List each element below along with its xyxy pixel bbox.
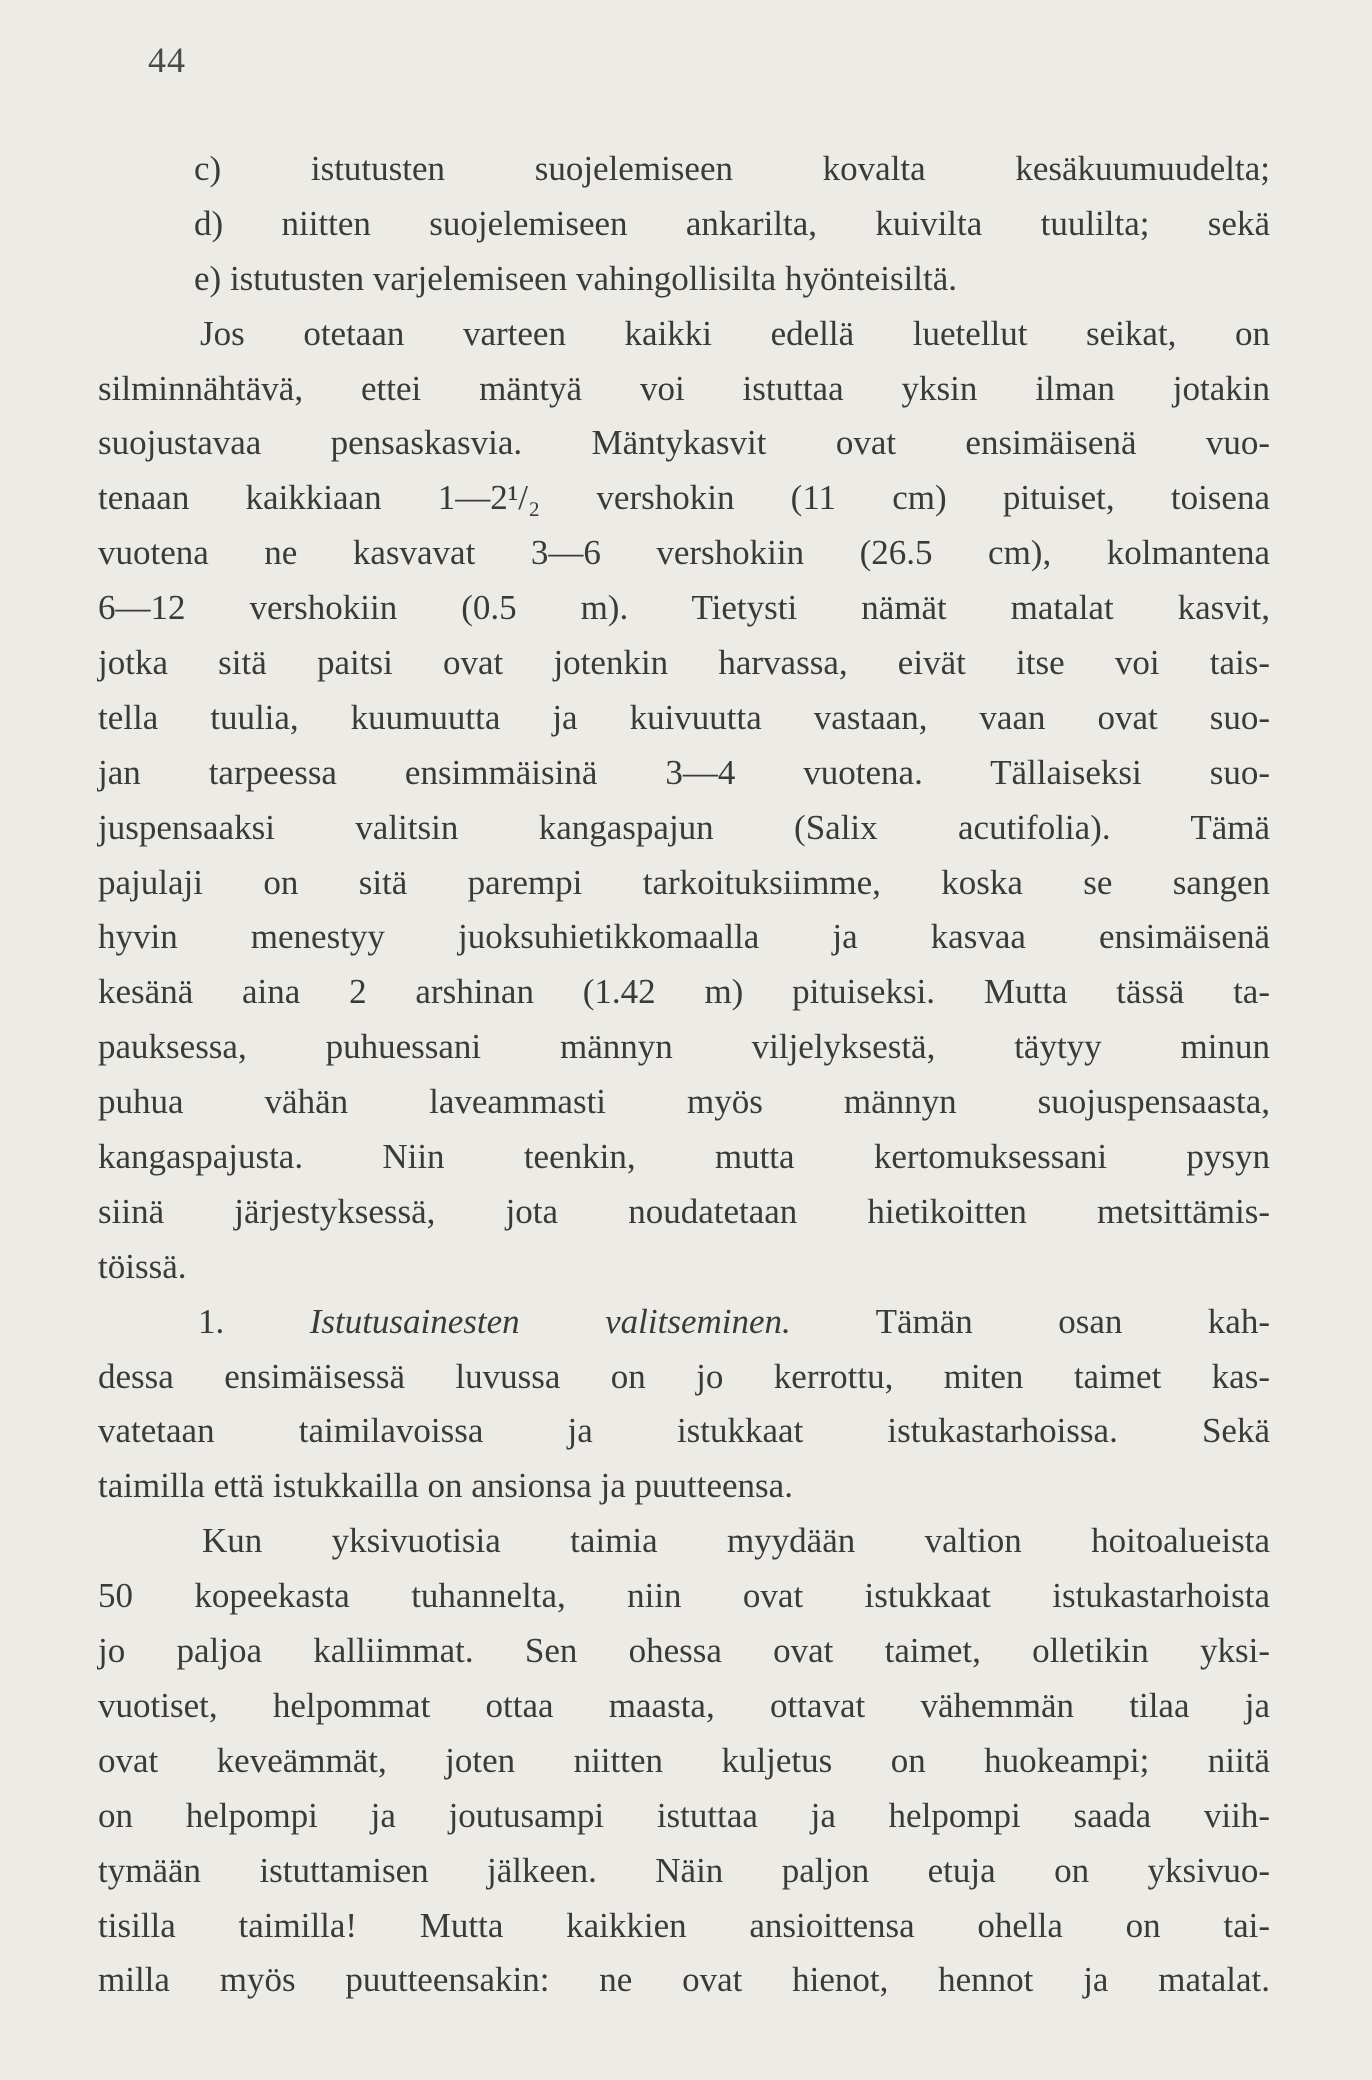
text-line: Jos otetaan varteen kaikki edellä luetellut seikat, on (200, 313, 1270, 353)
body-text (98, 142, 1270, 2008)
text-line: tisilla taimilla! Mutta kaikkien ansioittensa ohella on tai- (98, 1905, 1270, 1945)
text-line: kesänä aina 2 arshinan (1.42 m) pituiseksi. Mutta tässä ta- (98, 972, 1270, 1012)
text-line: suojustavaa pensaskasvia. Mäntykasvit ovat ensimäisenä vuo- (98, 423, 1270, 463)
text-line: puhua vähän laveammasti myös männyn suojuspensaasta, (98, 1082, 1270, 1122)
text-line: milla myös puutteensakin: ne ovat hienot, hennot ja matalat. (98, 1960, 1270, 2000)
text-line: jo paljoa kalliimmat. Sen ohessa ovat taimet, olletikin yksi- (98, 1631, 1270, 1671)
text-line: töissä. (98, 1246, 187, 1286)
text-line: on helpompi ja joutusampi istuttaa ja helpompi saada viih- (98, 1795, 1270, 1835)
text-line: d) niitten suojelemiseen ankarilta, kuivilta tuulilta; sekä (194, 203, 1270, 243)
text-line: 1. Istutusainesten valitseminen. Tämän osan kah- (198, 1301, 1270, 1341)
text-line: taimilla että istukkailla on ansionsa ja puutteensa. (98, 1466, 793, 1506)
text-line: vuotena ne kasvavat 3—6 vershokiin (26.5 cm), kolmantena (98, 533, 1270, 573)
text-line: 50 kopeekasta tuhannelta, niin ovat istukkaat istukastarhoista (98, 1576, 1270, 1616)
text-line: hyvin menestyy juoksuhietikkomaalla ja kasvaa ensimäisenä (98, 917, 1270, 957)
text-line: jotka sitä paitsi ovat jotenkin harvassa, eivät itse voi tais- (98, 643, 1270, 683)
text-line: kangaspajusta. Niin teenkin, mutta kertomuksessani pysyn (98, 1137, 1270, 1177)
text-line: juspensaaksi valitsin kangaspajun (Salix acutifolia). Tämä (98, 807, 1270, 847)
text-line: jan tarpeessa ensimmäisinä 3—4 vuotena. Tällaiseksi suo- (98, 752, 1270, 792)
text-line: vuotiset, helpommat ottaa maasta, ottavat vähemmän tilaa ja (98, 1685, 1270, 1725)
text-line: c) istutusten suojelemiseen kovalta kesäkuumuudelta; (194, 149, 1270, 188)
text-line: tella tuulia, kuumuutta ja kuivuutta vastaan, vaan ovat suo- (98, 697, 1270, 737)
page-number: 44 (148, 40, 186, 80)
text-line: tenaan kaikkiaan 1—2¹/₂ vershokin (11 cm) pituiset, toisena (98, 478, 1270, 518)
text-line: 6—12 vershokiin (0.5 m). Tietysti nämät matalat kasvit, (98, 588, 1270, 628)
text-line: siinä järjestyksessä, jota noudatetaan hietikoitten metsittämis- (98, 1191, 1270, 1231)
text-line: Kun yksivuotisia taimia myydään valtion hoitoalueista (202, 1521, 1270, 1561)
text-line: tymään istuttamisen jälkeen. Näin paljon etuja on yksivuo- (98, 1850, 1270, 1890)
text-line: silminnähtävä, ettei mäntyä voi istuttaa yksin ilman jotakin (98, 368, 1270, 408)
text-line: ovat keveämmät, joten niitten kuljetus on huokeampi; niitä (98, 1740, 1270, 1780)
text-line: vatetaan taimilavoissa ja istukkaat istukastarhoissa. Sekä (98, 1411, 1270, 1451)
section-heading: Istutusainesten valitseminen. (309, 1301, 791, 1341)
text-line: pauksessa, puhuessani männyn viljelyksestä, täytyy minun (98, 1027, 1270, 1067)
text-line: dessa ensimäisessä luvussa on jo kerrottu, miten taimet kas- (98, 1356, 1270, 1396)
text-line: e) istutusten varjelemiseen vahingollisilta hyönteisiltä. (194, 258, 958, 298)
text-line: pajulaji on sitä parempi tarkoituksiimme, koska se sangen (98, 862, 1270, 902)
